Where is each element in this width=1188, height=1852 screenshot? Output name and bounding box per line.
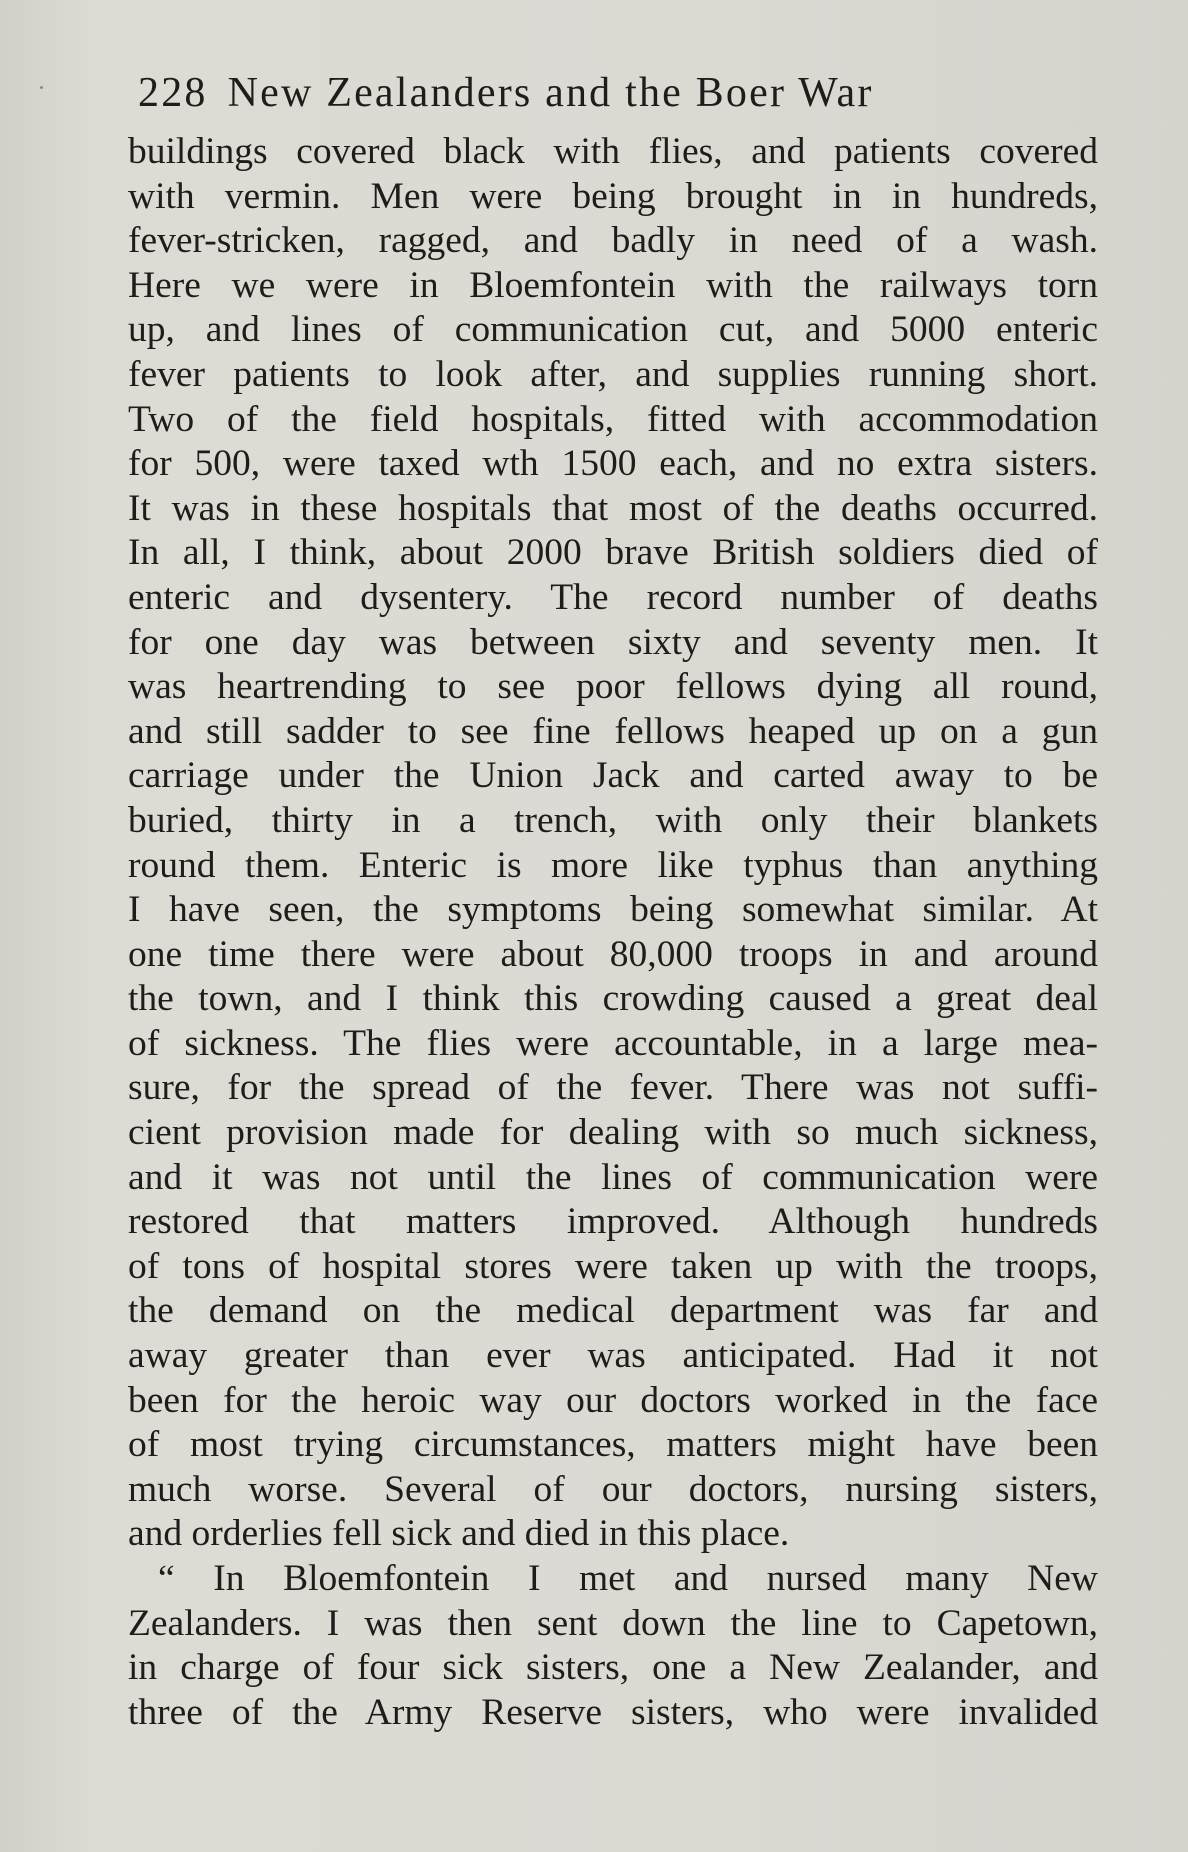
text-line: restored that matters improved. Although hundreds	[128, 1201, 1098, 1243]
text-line: Zealanders. I was then sent down the line to Capetown,	[128, 1602, 1098, 1644]
text-line: with vermin. Men were being brought in in hundreds,	[128, 175, 1098, 217]
text-line: In all, I think, about 2000 brave British soldiers died of	[128, 532, 1098, 574]
text-line: of tons of hospital stores were taken up with the troops,	[128, 1245, 1098, 1287]
text-line: and still sadder to see fine fellows heaped up on a gun	[128, 710, 1098, 752]
text-line: It was in these hospitals that most of the deaths occurred.	[128, 487, 1098, 529]
page-speck	[40, 86, 43, 89]
text-line: for one day was between sixty and seventy men. It	[128, 621, 1098, 663]
page-number: 228	[138, 70, 208, 116]
text-line: round them. Enteric is more like typhus than anything	[128, 844, 1098, 886]
text-line: I have seen, the symptoms being somewhat similar. At	[128, 889, 1098, 931]
running-title: New Zealanders and the Boer War	[227, 70, 874, 116]
text-line: Two of the field hospitals, fitted with accommodation	[128, 398, 1098, 440]
text-line: away greater than ever was anticipated. Had it not	[128, 1335, 1098, 1377]
text-line: the demand on the medical department was far and	[128, 1290, 1098, 1332]
text-line: Here we were in Bloemfontein with the railways torn	[128, 264, 1098, 306]
text-line: fever-stricken, ragged, and badly in need of a wash.	[128, 220, 1098, 262]
running-head	[138, 56, 1078, 130]
body-text	[128, 130, 1098, 1735]
text-line: buildings covered black with flies, and patients covered	[128, 131, 1098, 172]
text-line: “ In Bloemfontein I met and nursed many New	[158, 1558, 1098, 1599]
text-line: up, and lines of communication cut, and 5000 enteric	[128, 309, 1098, 351]
text-line: was heartrending to see poor fellows dying all round,	[128, 666, 1098, 708]
text-line: much worse. Several of our doctors, nursing sisters,	[128, 1468, 1098, 1510]
text-line: buried, thirty in a trench, with only their blankets	[128, 799, 1098, 841]
text-line: cient provision made for dealing with so much sickness,	[128, 1112, 1098, 1154]
text-line: one time there were about 80,000 troops in and around	[128, 933, 1098, 975]
text-line: fever patients to look after, and supplies running short.	[128, 353, 1098, 395]
text-line: in charge of four sick sisters, one a New Zealander, and	[128, 1647, 1098, 1689]
text-line: of sickness. The flies were accountable, in a large mea-	[128, 1022, 1098, 1064]
text-line: been for the heroic way our doctors worked in the face	[128, 1379, 1098, 1421]
text-line: sure, for the spread of the fever. There was not suffi-	[128, 1067, 1098, 1109]
text-line: the town, and I think this crowding caused a great deal	[128, 978, 1098, 1020]
text-line: of most trying circumstances, matters might have been	[128, 1424, 1098, 1466]
text-line: for 500, were taxed wth 1500 each, and no extra sisters.	[128, 443, 1098, 485]
text-line: carriage under the Union Jack and carted away to be	[128, 755, 1098, 797]
book-page	[118, 48, 1096, 1768]
text-line: enteric and dysentery. The record number of deaths	[128, 576, 1098, 618]
text-line: and it was not until the lines of communication were	[128, 1156, 1098, 1198]
text-line: three of the Army Reserve sisters, who were invalided	[128, 1691, 1098, 1733]
text-line: and orderlies fell sick and died in this place.	[128, 1513, 790, 1555]
